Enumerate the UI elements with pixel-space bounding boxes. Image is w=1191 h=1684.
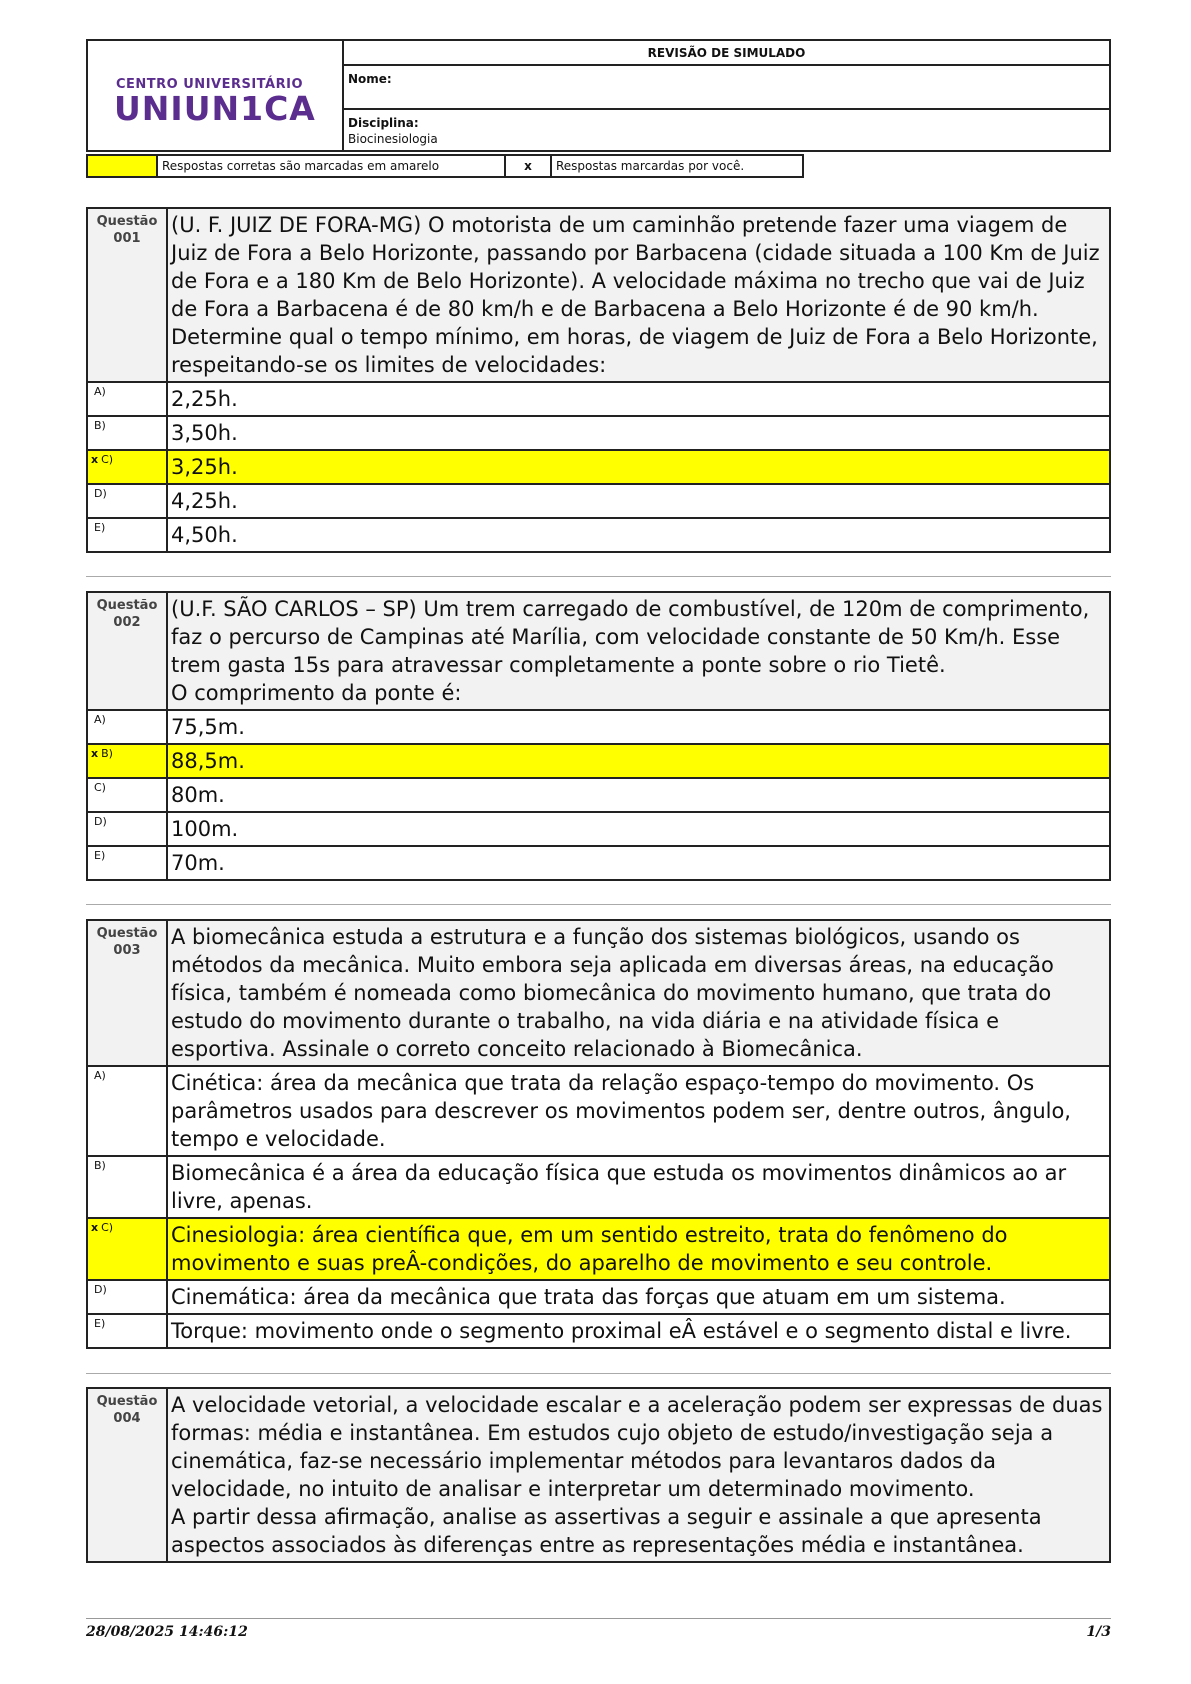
option-e[interactable] [88, 845, 1109, 879]
separator [86, 1373, 1111, 1374]
option-text: Biomecânica é a área da educação física que estuda os movimentos dinâmicos ao ar livre, apenas. [171, 1161, 1067, 1213]
option-text: Cinesiologia: área científica que, em um sentido estreito, trata do fenômeno do movimento e suas preÂ-condições, do aparelho de movimento e seu controle. [171, 1223, 1008, 1275]
option-d[interactable] [88, 483, 1109, 517]
question-004 [86, 1387, 1111, 1563]
option-e[interactable] [88, 517, 1109, 551]
logo-cell [88, 41, 344, 150]
option-c-correct[interactable] [88, 1217, 1109, 1279]
option-letter: A) [88, 711, 168, 743]
discipline-field [344, 110, 1109, 150]
option-letter: x C) [88, 1219, 168, 1279]
option-text: 2,25h. [171, 387, 238, 411]
option-a[interactable] [88, 1065, 1109, 1155]
option-letter: B) [88, 1157, 168, 1217]
answer-legend [86, 154, 804, 178]
discipline-label: Disciplina: [348, 116, 419, 130]
question-001 [86, 207, 1111, 553]
option-text: 80m. [171, 783, 225, 807]
question-text-line: O comprimento da ponte é: [171, 681, 462, 705]
option-letter: B) [88, 417, 168, 449]
question-text-line: A velocidade vetorial, a velocidade escalar e a aceleração podem ser expressas de duas formas: média e instantânea. Em estudos cujo objeto de estudo/investigação seja a cinemática, faz-se necessário implementar métodos para levantaros dados da velocidade, no intuito de analisar e interpretar um determinado movimento. [171, 1393, 1103, 1501]
option-text: 3,25h. [171, 455, 238, 479]
option-text: 4,25h. [171, 489, 238, 513]
option-letter: E) [88, 1315, 168, 1347]
option-text: 100m. [171, 817, 239, 841]
option-letter: A) [88, 383, 168, 415]
legend-yellow-swatch [86, 154, 158, 178]
option-d[interactable] [88, 1279, 1109, 1313]
legend-mark: x [504, 154, 552, 178]
option-b-correct[interactable] [88, 743, 1109, 777]
option-letter: E) [88, 519, 168, 551]
question-number: Questão 003 [88, 921, 168, 1065]
option-text: Cinemática: área da mecânica que trata das forças que atuam em um sistema. [171, 1285, 1006, 1309]
question-text-line: A partir dessa afirmação, analise as assertivas a seguir e assinale a que apresenta aspectos associados às diferenças entre as representações média e instantânea. [171, 1505, 1042, 1557]
question-text [168, 593, 1109, 709]
option-b[interactable] [88, 415, 1109, 449]
option-text: 3,50h. [171, 421, 238, 445]
option-c[interactable] [88, 777, 1109, 811]
discipline-value: Biocinesiologia [348, 132, 438, 146]
page-title: REVISÃO DE SIMULADO [344, 41, 1109, 66]
question-number: Questão 001 [88, 209, 168, 381]
footer-datetime: 28/08/2025 14:46:12 [86, 1624, 248, 1640]
option-letter: D) [88, 485, 168, 517]
option-letter: x C) [88, 451, 168, 483]
option-letter: A) [88, 1067, 168, 1155]
name-field [344, 66, 1109, 110]
question-stem [88, 921, 1109, 1065]
question-003 [86, 919, 1111, 1349]
option-letter: E) [88, 847, 168, 879]
option-letter: D) [88, 1281, 168, 1313]
option-text: 75,5m. [171, 715, 245, 739]
option-text: 4,50h. [171, 523, 238, 547]
question-text: (U. F. JUIZ DE FORA-MG) O motorista de um caminhão pretende fazer uma viagem de Juiz de Fora a Belo Horizonte, passando por Barbacena (cidade situada a 100 Km de Juiz de Fora e a 180 Km de Belo Horizonte). A velocidade máxima no trecho que vai de Juiz de Fora a Barbacena é de 80 km/h e de Barbacena a Belo Horizonte é de 90 km/h. Determine qual o tempo mínimo, em horas, de viagem de Juiz de Fora a Belo Horizonte, respeitando-se os limites de velocidades: [171, 213, 1100, 377]
option-text: 88,5m. [171, 749, 245, 773]
question-stem [88, 1389, 1109, 1561]
question-number: Questão 002 [88, 593, 168, 709]
legend-yours-text: Respostas marcardas por você. [550, 154, 804, 178]
question-text: A biomecânica estuda a estrutura e a função dos sistemas biológicos, usando os métodos da mecânica. Muito embora seja aplicada em diversas áreas, na educação física, também é nomeada como biomecânica do movimento humano, que trata do estudo do movimento durante o trabalho, na vida diária e na atividade física e esportiva. Assinale o correto conceito relacionado à Biomecânica. [171, 925, 1054, 1061]
option-a[interactable] [88, 381, 1109, 415]
option-letter: C) [88, 779, 168, 811]
page-number: 1/3 [1086, 1624, 1111, 1640]
option-e[interactable] [88, 1313, 1109, 1347]
separator [86, 904, 1111, 905]
option-text: 70m. [171, 851, 225, 875]
header-table [86, 39, 1111, 152]
question-text [168, 1389, 1109, 1561]
option-c-correct[interactable] [88, 449, 1109, 483]
separator [86, 576, 1111, 577]
logo-wordmark: UNIUN1CA [114, 89, 316, 128]
option-text: Torque: movimento onde o segmento proximal eÂ estável e o segmento distal e livre. [171, 1319, 1072, 1343]
logo-subtitle: CENTRO UNIVERSITÁRIO [116, 77, 303, 92]
question-stem [88, 593, 1109, 709]
question-002 [86, 591, 1111, 881]
question-text-line: (U.F. SÃO CARLOS – SP) Um trem carregado de combustível, de 120m de comprimento, faz o percurso de Campinas até Marília, com velocidade constante de 50 Km/h. Esse trem gasta 15s para atravessar completamente a ponte sobre o rio Tietê. [171, 597, 1090, 677]
legend-correct-text: Respostas corretas são marcadas em amarelo [156, 154, 506, 178]
name-label: Nome: [348, 72, 392, 86]
option-text: Cinética: área da mecânica que trata da relação espaço-tempo do movimento. Os parâmetros usados para descrever os movimentos podem ser, dentre outros, ângulo, tempo e velocidade. [171, 1071, 1071, 1151]
question-number: Questão 004 [88, 1389, 168, 1561]
option-b[interactable] [88, 1155, 1109, 1217]
option-letter: D) [88, 813, 168, 845]
footer-divider [86, 1618, 1111, 1619]
option-a[interactable] [88, 709, 1109, 743]
question-stem [88, 209, 1109, 381]
option-d[interactable] [88, 811, 1109, 845]
option-letter: x B) [88, 745, 168, 777]
